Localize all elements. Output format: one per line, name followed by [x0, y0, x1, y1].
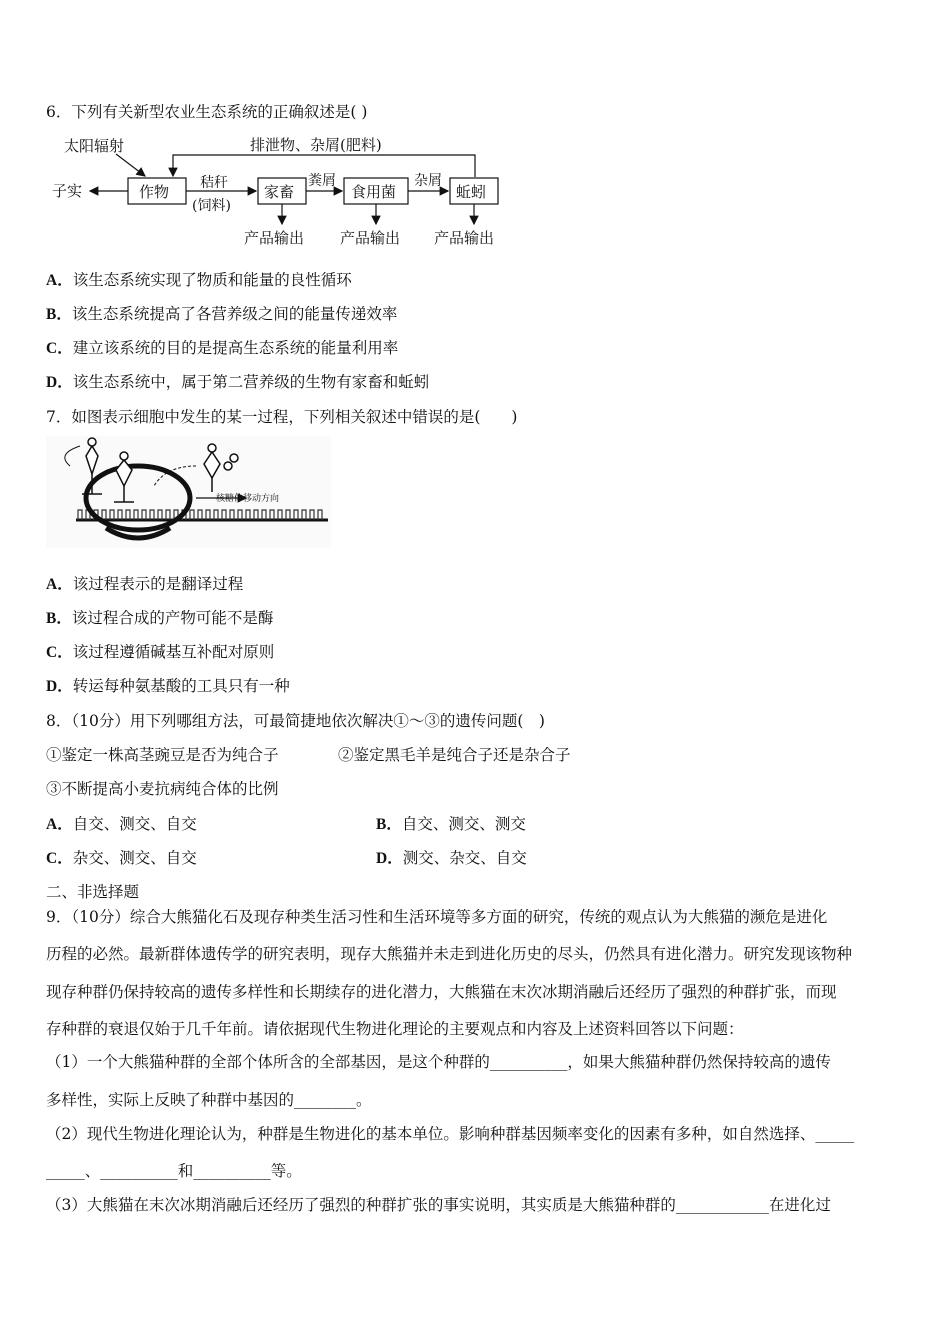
q6-option-c: C．建立该系统的目的是提高生态系统的能量利用率	[46, 339, 399, 357]
q6-option-d: D．该生态系统中，属于第二营养级的生物有家畜和蚯蚓	[46, 373, 430, 391]
q9-sub2-line-2: _____、__________和__________等。	[46, 1162, 302, 1180]
straw-label: 秸秆	[200, 175, 228, 191]
q7-option-d: D．转运每种氨基酸的工具只有一种	[46, 677, 290, 695]
ribosome-direction-label: 核糖体移动方向	[216, 494, 280, 504]
q9-para-line-3: 现存种群仍保持较高的遗传多样性和长期续存的进化潜力，大熊猫在末次冰期消融后还经历了强烈的种群扩张，而现	[46, 983, 837, 1001]
q9-para-line-2: 历程的必然。最新群体遗传学的研究表明，现存大熊猫并未走到进化历史的尽头，仍然具有进化潜力。研究发现该物种	[46, 945, 853, 963]
section-heading: 二、非选择题	[46, 883, 140, 901]
q8-option-d: D．测交、杂交、自交	[376, 849, 527, 867]
output-label-1: 产品输出	[244, 229, 305, 247]
q8-item-2: ②鉴定黑毛羊是纯合子还是杂合子	[338, 746, 571, 764]
q6-ecosystem-diagram	[50, 132, 510, 250]
q9-sub3-line-1: （3）大熊猫在末次冰期消融后还经历了强烈的种群扩张的事实说明，其实质是大熊猫种群的____________在进化过	[46, 1196, 831, 1214]
output-label-2: 产品输出	[340, 229, 401, 247]
q8-option-b: B．自交、测交、测交	[376, 815, 526, 833]
q9-sub1-line-2: 多样性，实际上反映了种群中基因的________。	[46, 1091, 372, 1109]
q8-option-a: A．自交、测交、自交	[46, 815, 197, 833]
livestock-label: 家畜	[264, 183, 295, 201]
misc-label: 杂屑	[414, 173, 442, 189]
output-label-3: 产品输出	[434, 229, 495, 247]
q9-para-line-4: 存种群的衰退仅始于几千年前。请依据现代生物进化理论的主要观点和内容及上述资料回答以下问题：	[46, 1020, 744, 1038]
q7-option-b: B．该过程合成的产物可能不是酶	[46, 609, 274, 627]
crop-label: 作物	[139, 183, 170, 201]
feed-label: (饲料)	[192, 198, 231, 214]
fungi-label: 食用菌	[351, 183, 397, 201]
q9-sub2-line-1: （2）现代生物进化理论认为，种群是生物进化的基本单位。影响种群基因频率变化的因素有多种，如自然选择、_____	[46, 1125, 855, 1143]
q7-stem: 7．如图表示细胞中发生的某一过程，下列相关叙述中错误的是( )	[46, 408, 518, 426]
earthworm-label: 蚯蚓	[456, 183, 487, 201]
q8-item-1: ①鉴定一株高茎豌豆是否为纯合子	[46, 746, 279, 764]
q6-stem: 6．下列有关新型农业生态系统的正确叙述是( )	[46, 103, 368, 121]
dung-label: 粪屑	[308, 173, 336, 189]
q8-option-c: C．杂交、测交、自交	[46, 849, 197, 867]
q9-sub1-line-1: （1）一个大熊猫种群的全部个体所含的全部基因，是这个种群的__________，如果大熊猫种群仍然保持较高的遗传	[46, 1053, 831, 1071]
q7-option-c: C．该过程遵循碱基互补配对原则	[46, 643, 275, 661]
q6-option-b: B．该生态系统提高了各营养级之间的能量传递效率	[46, 305, 398, 323]
top-label: 排泄物、杂屑(肥料)	[250, 136, 382, 154]
seed-label: 子实	[52, 182, 83, 200]
sun-label: 太阳辐射	[64, 137, 125, 155]
q6-option-a: A．该生态系统实现了物质和能量的良性循环	[46, 271, 352, 289]
q8-stem: 8．（10分）用下列哪组方法，可最简捷地依次解决①～③的遗传问题( )	[46, 712, 545, 730]
q7-option-a: A．该过程表示的是翻译过程	[46, 575, 244, 593]
q8-item-3: ③不断提高小麦抗病纯合体的比例	[46, 780, 279, 798]
q9-para-line-1: 9．（10分）综合大熊猫化石及现存种类生活习性和生活环境等多方面的研究，传统的观点认为大熊猫的濒危是进化	[46, 908, 828, 926]
q7-translation-diagram	[46, 436, 331, 548]
